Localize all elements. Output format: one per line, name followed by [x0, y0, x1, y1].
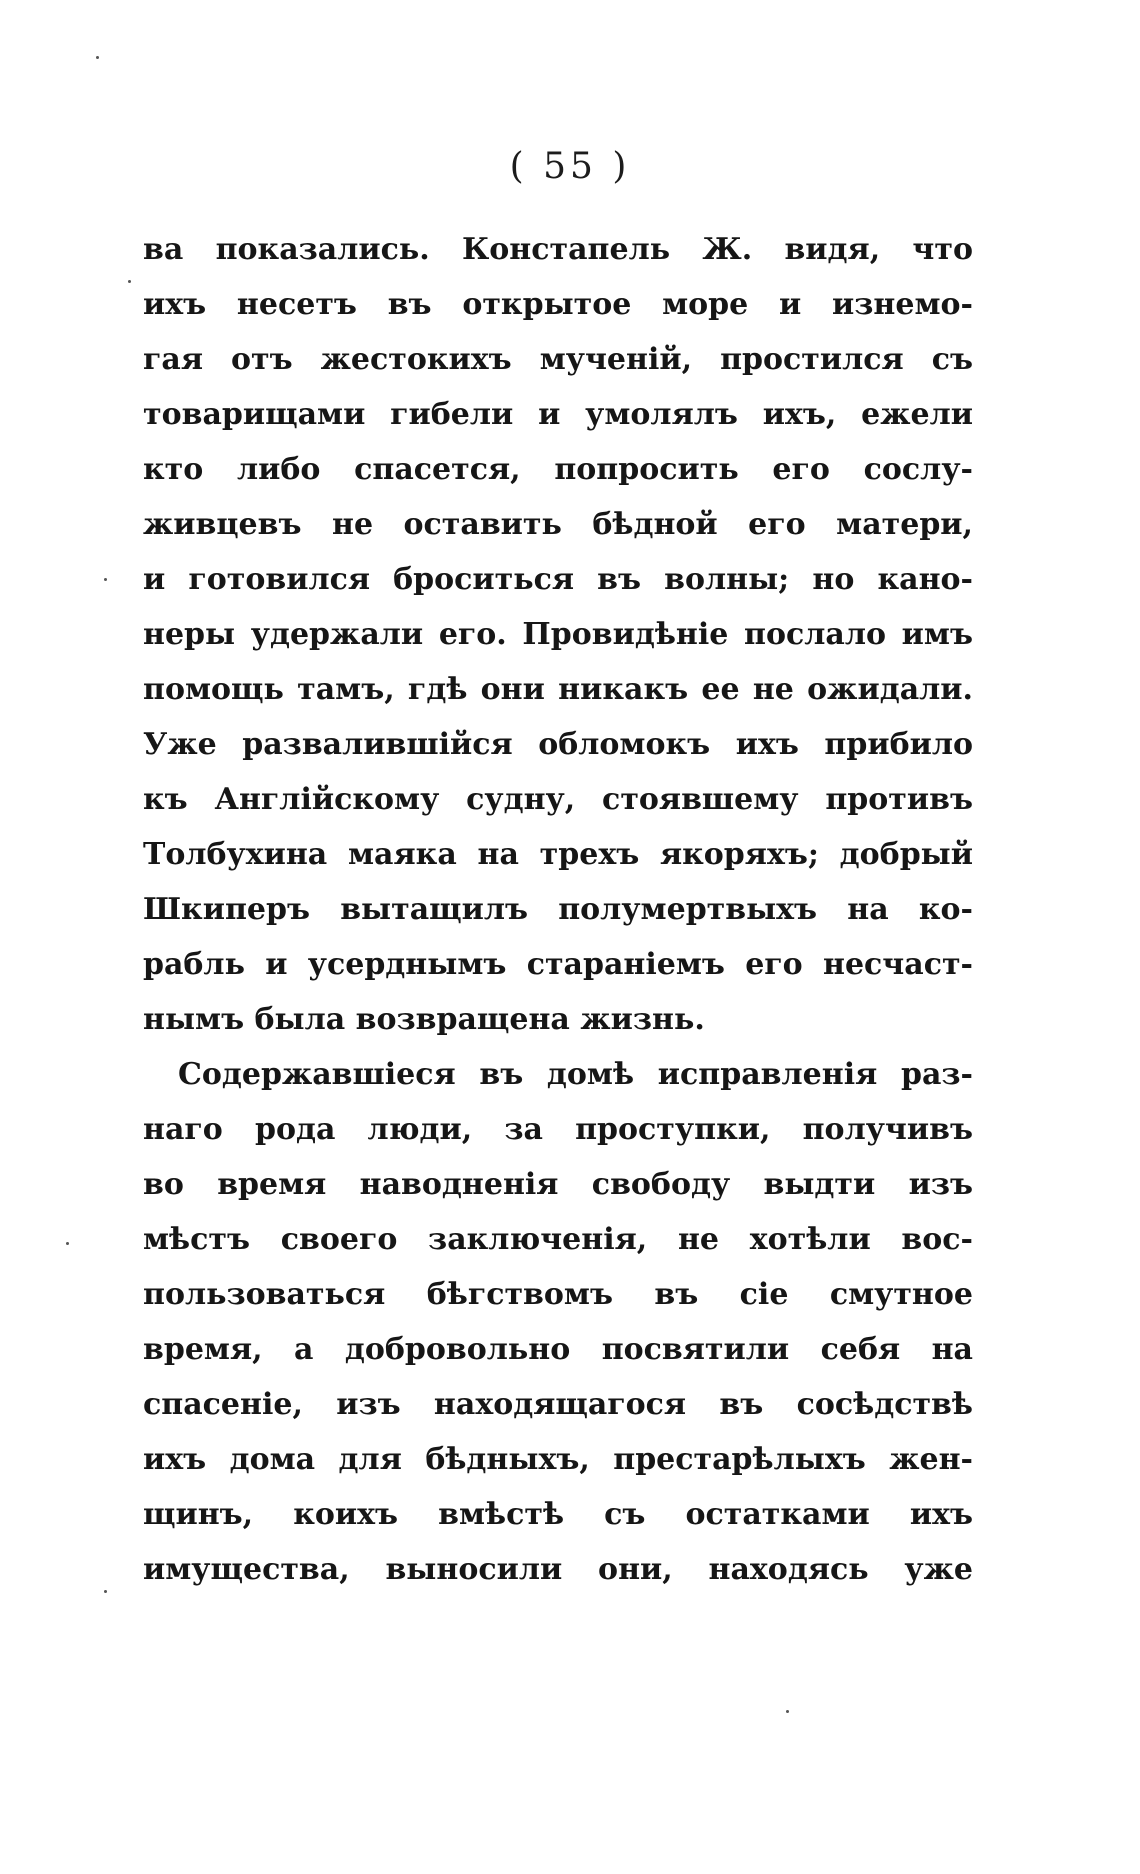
text-line: пользоваться бѣгствомъ въ сіе смутное: [143, 1277, 973, 1312]
body-text: [143, 222, 973, 1597]
text-line: Содержавшіеся въ домѣ исправленія раз-: [178, 1057, 973, 1092]
paragraph-2: [143, 1047, 973, 1597]
text-line: спасеніе, изъ находящагося въ сосѣдствѣ: [143, 1387, 973, 1422]
scan-speck: [96, 56, 99, 59]
scan-speck: [786, 1710, 789, 1713]
scan-speck: [66, 1242, 69, 1245]
text-line: время, а добровольно посвятили себя на: [143, 1332, 973, 1367]
text-line: ихъ несетъ въ открытое море и изнемо-: [143, 287, 973, 322]
text-line: и готовился броситься въ волны; но кано-: [143, 562, 973, 597]
scan-speck: [128, 280, 131, 283]
text-line: мѣстъ своего заключенія, не хотѣли вос-: [143, 1222, 973, 1257]
paragraph-1: [143, 222, 973, 1047]
text-line: наго рода люди, за проступки, получивъ: [143, 1112, 973, 1147]
text-line: нымъ была возвращена жизнь.: [143, 1002, 705, 1037]
text-line: ва показались. Констапель Ж. видя, что: [143, 232, 973, 267]
page-number: ( 55 ): [509, 146, 631, 187]
text-line: помощь тамъ, гдѣ они никакъ ее не ожидали.: [143, 672, 973, 707]
text-line: имущества, выносили они, находясь уже: [143, 1552, 973, 1587]
text-line: неры удержали его. Провидѣніе послало имъ: [143, 617, 973, 652]
text-line: живцевъ не оставить бѣдной его матери,: [143, 507, 973, 542]
text-line: ихъ дома для бѣдныхъ, престарѣлыхъ жен-: [143, 1442, 973, 1477]
text-line: гая отъ жестокихъ мученій, простился съ: [143, 342, 973, 377]
text-line: щинъ, коихъ вмѣстѣ съ остатками ихъ: [143, 1497, 973, 1532]
text-line: рабль и усерднымъ стараніемъ его несчаст-: [143, 947, 973, 982]
text-line: Толбухина маяка на трехъ якоряхъ; добрый: [143, 837, 973, 872]
scan-speck: [104, 578, 107, 581]
text-line: къ Англійскому судну, стоявшему противъ: [143, 782, 973, 817]
text-line: во время наводненія свободу выдти изъ: [143, 1167, 973, 1202]
text-line: Шкиперъ вытащилъ полумертвыхъ на ко-: [143, 892, 973, 927]
scan-speck: [104, 1590, 107, 1593]
text-line: товарищами гибели и умолялъ ихъ, ежели: [143, 397, 973, 432]
text-line: Уже развалившійся обломокъ ихъ прибило: [143, 727, 973, 762]
text-line: кто либо спасется, попросить его сослу-: [143, 452, 973, 487]
